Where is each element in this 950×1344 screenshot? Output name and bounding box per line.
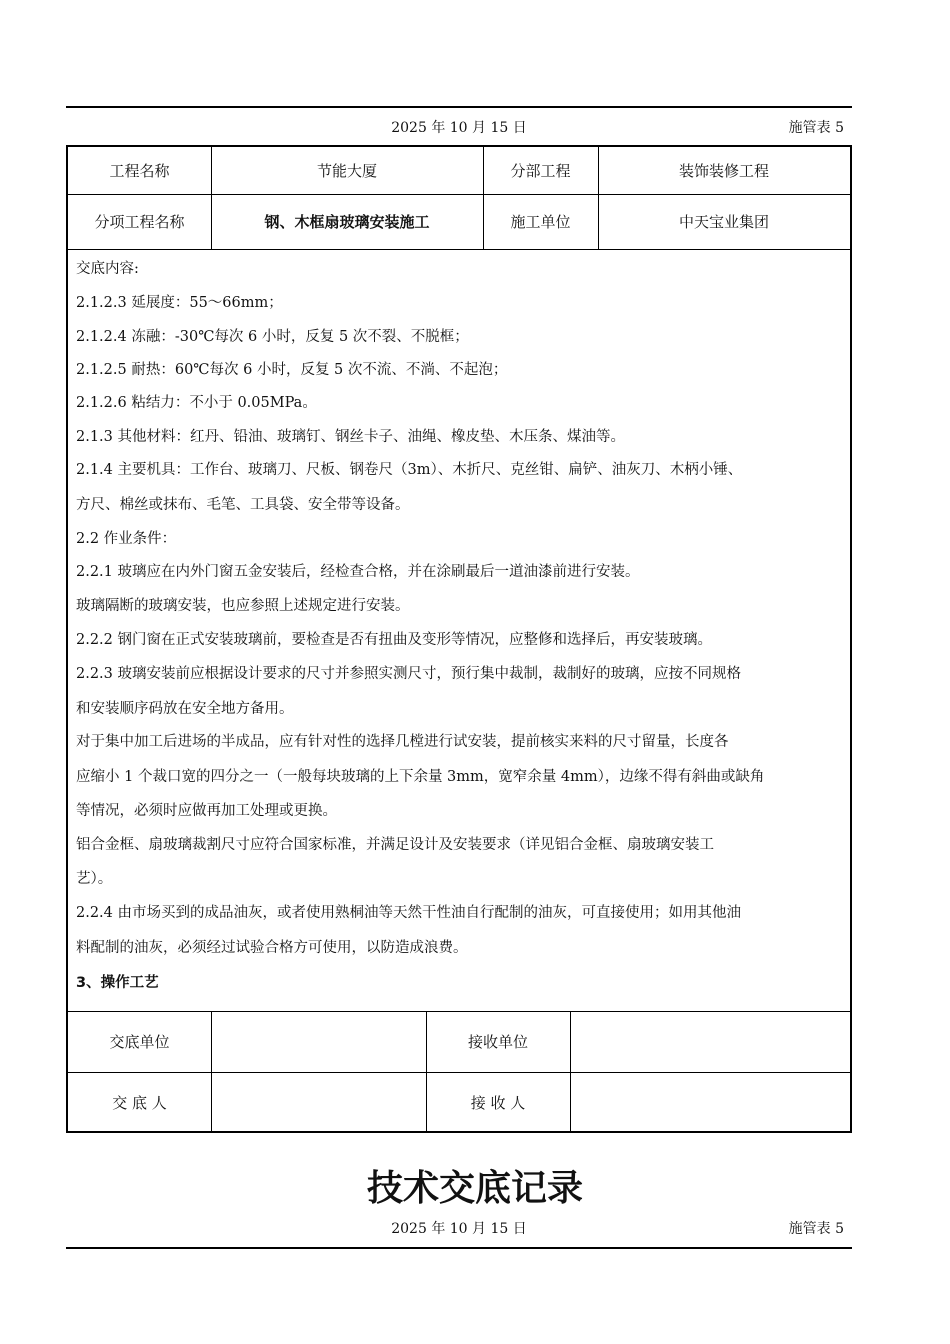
project-name-value: 节能大厦 (316, 162, 377, 180)
disclosure-table (66, 145, 852, 1133)
page-title: 技术交底记录 (366, 1168, 583, 1209)
content-line: 对于集中加工后进场的半成品，应有针对性的选择几樘进行试安装，提前核实来料的尺寸留量，长度各 (76, 734, 729, 750)
content-line: 应缩小 1 个裁口宽的四分之一（一般每块玻璃的上下余量 3mm，宽窄余量 4mm），边缘不得有斜曲或缺角 (76, 769, 765, 785)
content-line: 和安装顺序码放在安全地方备用。 (76, 701, 294, 717)
content-line: 2.1.4 主要机具：工作台、玻璃刀、尺板、钢卷尺（3m）、木折尺、克丝钳、扁铲、油灰刀、木柄小锤、 (76, 462, 743, 478)
content-line: 料配制的油灰，必须经过试验合格方可使用，以防造成浪费。 (76, 940, 468, 956)
content-line: 2.2.1 玻璃应在内外门窗五金安装后，经检查合格，并在涂刷最后一道油漆前进行安装。 (76, 564, 640, 580)
division-label: 分部工程 (510, 162, 571, 180)
date-text: 2025 年 10 月 15 日 (391, 120, 527, 136)
issuer-field[interactable] (211, 1072, 426, 1133)
content-line: 2.1.2.5 耐热：60℃每次 6 小时，反复 5 次不流、不淌、不起泡； (76, 362, 508, 378)
content-line: 方尺、棉丝或抹布、毛笔、工具袋、安全带等设备。 (76, 497, 410, 513)
issuing-unit-field[interactable] (211, 1011, 426, 1072)
form-number: 施管表 5 (788, 120, 844, 136)
issuer-label: 交 底 人 (112, 1094, 167, 1112)
content-line: 铝合金框、扇玻璃裁割尺寸应符合国家标准，并满足设计及安装要求（详见铝合金框、扇玻璃安装工 (76, 837, 714, 853)
header-meta (66, 117, 852, 137)
content-line: 艺）。 (76, 871, 113, 887)
top-rule (66, 106, 852, 108)
content-line: 2.1.2.3 延展度：55～66mm； (76, 295, 283, 311)
subitem-value: 钢、木框扇玻璃安装施工 (264, 213, 430, 231)
content-line: 玻璃隔断的玻璃安装，也应参照上述规定进行安装。 (76, 598, 410, 614)
date-text: 2025 年 10 月 15 日 (391, 1221, 527, 1237)
section-heading: 3、操作工艺 (76, 975, 159, 991)
form-number: 施管表 5 (788, 1221, 844, 1237)
project-name-label: 工程名称 (109, 162, 170, 180)
row-divider (68, 249, 850, 250)
contractor-value: 中天宝业集团 (678, 213, 769, 231)
content-line: 2.1.3 其他材料：红丹、铅油、玻璃钉、钢丝卡子、油绳、橡皮垫、木压条、煤油等。 (76, 429, 626, 445)
issuing-unit-label: 交底单位 (109, 1033, 170, 1051)
content-line: 2.2.2 钢门窗在正式安装玻璃前，要检查是否有扭曲及变形等情况，应整修和选择后，再安装玻璃。 (76, 632, 712, 648)
content-line: 2.1.2.4 冻融：-30℃每次 6 小时，反复 5 次不裂、不脱框； (76, 329, 469, 345)
next-page-meta (66, 1218, 852, 1238)
content-line: 交底内容: (76, 261, 139, 277)
division-value: 装饰装修工程 (678, 162, 769, 180)
content-line: 2.2 作业条件： (76, 531, 177, 547)
receiver-field[interactable] (570, 1072, 850, 1133)
content-line: 等情况，必须时应做再加工处理或更换。 (76, 803, 337, 819)
receiver-label: 接 收 人 (470, 1094, 526, 1112)
content-line: 2.2.3 玻璃安装前应根据设计要求的尺寸并参照实测尺寸，预行集中裁制，裁制好的玻璃，应按不同规格 (76, 666, 741, 682)
subitem-label: 分项工程名称 (94, 213, 185, 231)
content-line: 2.1.2.6 粘结力：不小于 0.05MPa。 (76, 395, 317, 411)
content-line: 2.2.4 由市场买到的成品油灰，或者使用熟桐油等天然干性油自行配制的油灰，可直接使用；如用其他油 (76, 905, 741, 921)
bottom-rule (66, 1247, 852, 1249)
receiving-unit-label: 接收单位 (467, 1033, 528, 1051)
contractor-label: 施工单位 (510, 213, 571, 231)
receiving-unit-field[interactable] (570, 1011, 850, 1072)
